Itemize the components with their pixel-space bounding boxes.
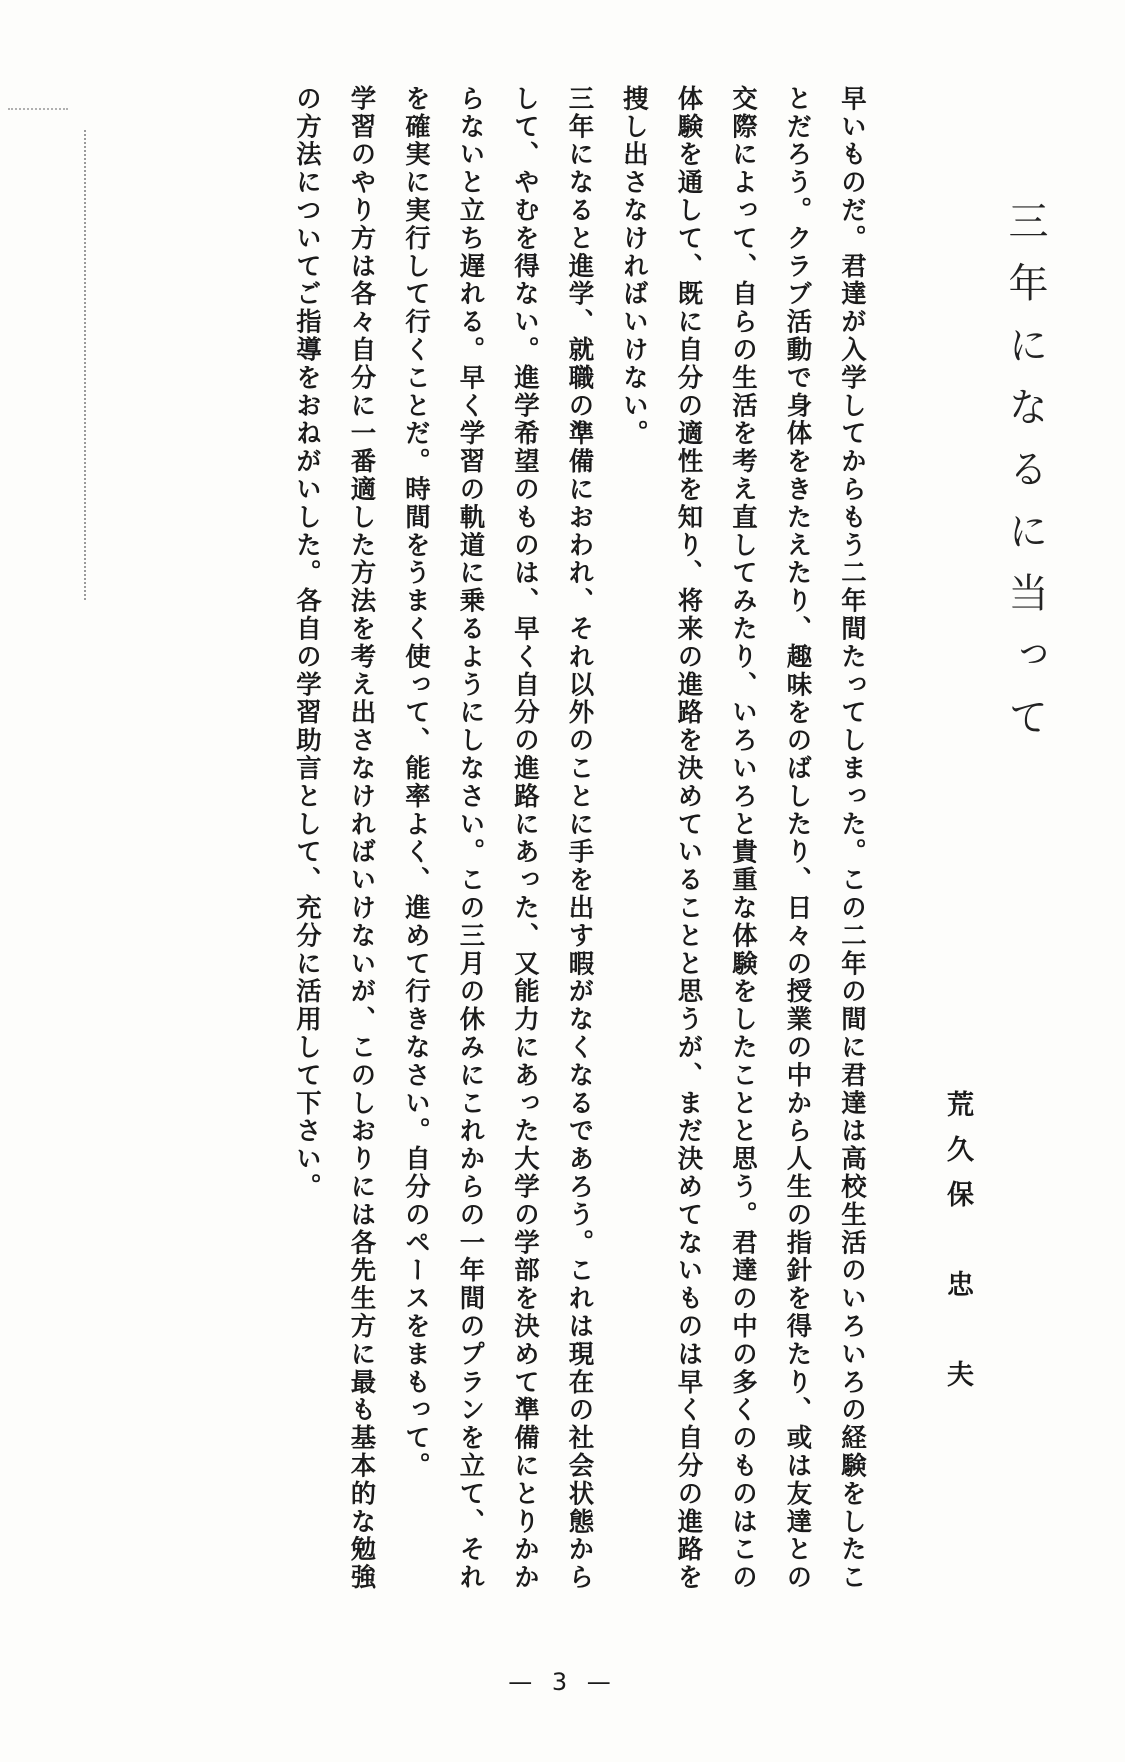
binding-dots-top	[8, 108, 68, 110]
body-text	[281, 85, 881, 1615]
binding-dots	[84, 130, 86, 600]
page-number: — 3 —	[508, 1668, 617, 1696]
paragraph: 学習のやり方は各々自分に一番適した方法を考え出さなければいけないが、このしおりには各先生方に最も基本的な勉強の方法についてご指導をおねがいした。各自の学習助言として、充分に活用して下さい。	[293, 85, 378, 1592]
paragraph: 三年になると進学、就職の準備におわれ、それ以外のことに手を出す暇がなくなるであろう。これは現在の社会状態からして、やむを得ない。進学希望のものは、早く自分の進路にあった、又能力にあった大学の学部を決めて準備にとりかからないと立ち遅れる。早く学習の軌道に乗るようにしなさい。この三月の休みにこれからの一年間のプランを立て、それを確実に実行して行くことだ。時間をうまく使って、能率よく、進めて行きなさい。自分のペースをまもって。	[402, 85, 596, 1592]
author-name: 荒久保 忠 夫	[942, 1090, 973, 1405]
paragraph: 早いものだ。君達が入学してからもう二年間たってしまった。この二年の間に君達は高校生活のいろいろの経験をしたことだろう。クラブ活動で身体をきたえたり、趣味をのばしたり、日々の授業の中から人生の指針を得たり、或は友達との交際によって、自らの生活を考え直してみたり、いろいろと貴重な体験をしたことと思う。君達の中の多くのものはこの体験を通して、既に自分の適性を知り、将来の進路を決めていることと思うが、まだ決めてないものは早く自分の進路を捜し出さなければいけない。	[620, 85, 868, 1592]
page-title: 三年になるに当って	[1002, 200, 1048, 758]
